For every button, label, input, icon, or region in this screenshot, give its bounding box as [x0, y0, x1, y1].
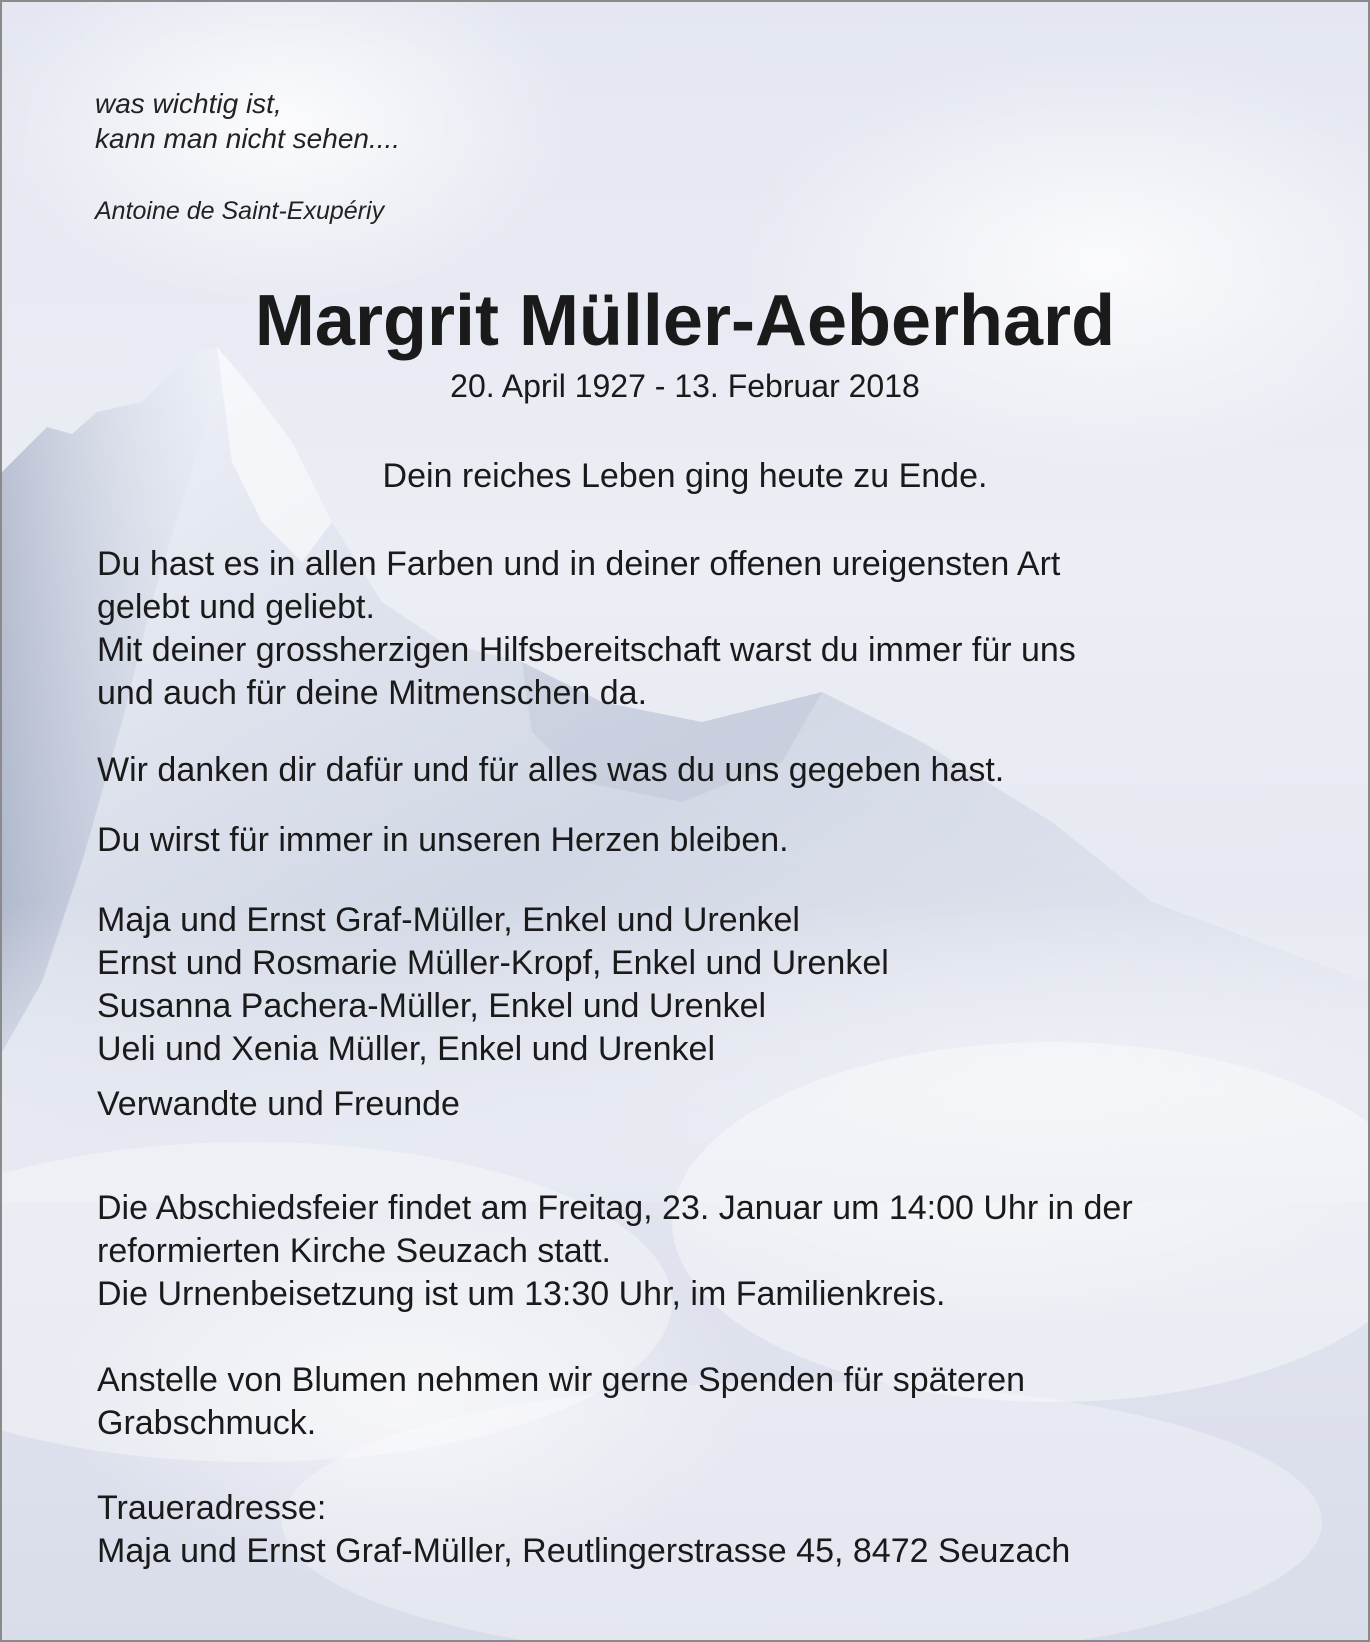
- mourner-4: Ueli und Xenia Müller, Enkel und Urenkel: [97, 1030, 716, 1068]
- paragraph-1-line-2: gelebt und geliebt.: [97, 588, 375, 626]
- paragraph-1-line-1: Du hast es in allen Farben und in deiner offenen ureigensten Art: [97, 545, 1061, 583]
- quote-author: Antoine de Saint-Exupériy: [95, 197, 385, 225]
- intro-text: Dein reiches Leben ging heute zu Ende.: [382, 457, 988, 495]
- paragraph-3: Du wirst für immer in unseren Herzen bleiben.: [97, 821, 789, 859]
- paragraph-1-line-4: und auch für deine Mitmenschen da.: [97, 674, 648, 712]
- ceremony-line-3: Die Urnenbeisetzung ist um 13:30 Uhr, im Familienkreis.: [97, 1275, 946, 1313]
- paragraph-1-line-3: Mit deiner grossherzigen Hilfsbereitschaft warst du immer für uns: [97, 631, 1076, 669]
- deceased-name: Margrit Müller-Aeberhard: [254, 281, 1116, 361]
- donation-line-2: Grabschmuck.: [97, 1404, 317, 1442]
- ceremony-line-1: Die Abschiedsfeier findet am Freitag, 23. Januar um 14:00 Uhr in der: [97, 1189, 1133, 1227]
- mourner-2: Ernst und Rosmarie Müller-Kropf, Enkel und Urenkel: [97, 944, 889, 982]
- quote-line-2: kann man nicht sehen....: [95, 123, 401, 154]
- address-value: Maja und Ernst Graf-Müller, Reutlingerstrasse 45, 8472 Seuzach: [97, 1532, 1071, 1570]
- address-label: Traueradresse:: [97, 1489, 327, 1527]
- life-dates: 20. April 1927 - 13. Februar 2018: [450, 368, 920, 404]
- mourner-1: Maja und Ernst Graf-Müller, Enkel und Urenkel: [97, 901, 800, 939]
- quote-line-1: was wichtig ist,: [95, 88, 282, 119]
- ceremony-line-2: reformierten Kirche Seuzach statt.: [97, 1232, 612, 1270]
- paragraph-2: Wir danken dir dafür und für alles was du uns gegeben hast.: [97, 751, 1005, 789]
- relatives-text: Verwandte und Freunde: [97, 1085, 460, 1123]
- mourner-3: Susanna Pachera-Müller, Enkel und Urenkel: [97, 987, 767, 1025]
- donation-line-1: Anstelle von Blumen nehmen wir gerne Spenden für späteren: [97, 1361, 1026, 1399]
